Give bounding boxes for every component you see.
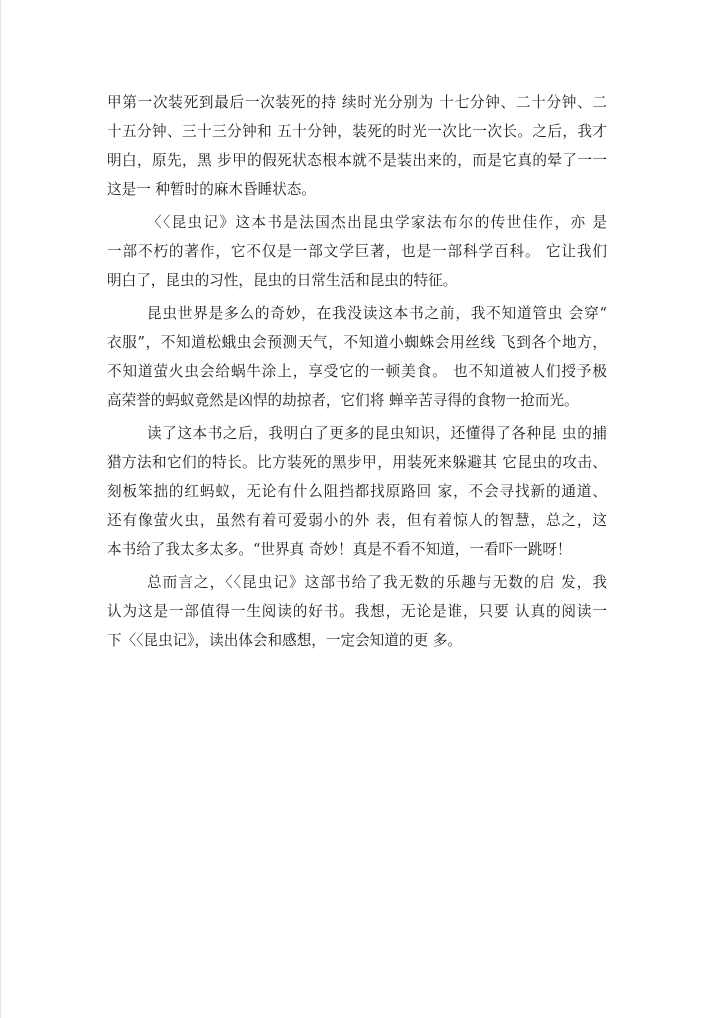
paragraph-3 [107, 299, 607, 415]
text-line: 一部不朽的著作，它不仅是一部文学巨著，也是一部科学百科。 它让我们 [107, 243, 607, 260]
text-line: 高荣誉的蚂蚁竟然是凶悍的劫掠者，它们将 蝉辛苦寻得的食物一抢而光。 [107, 392, 579, 409]
text-line: 甲第一次装死到最后一次装死的持 续时光分别为 十七分钟、二十分钟、二 [107, 94, 607, 111]
text-line: 还有像萤火虫，虽然有着可爱弱小的外 表，但有着惊人的智慧，总之，这 [107, 512, 607, 529]
text-line: 衣服”，不知道松蛾虫会预测天气，不知道小蜘蛛会用丝线 飞到各个地方， [107, 334, 607, 351]
text-line: 下〈〈昆虫记》，读出体会和感想，一定会知道的更 多。 [107, 632, 462, 649]
text-line: 昆虫世界是多么的奇妙，在我没读这本书之前，我不知道管虫 会穿“ [147, 305, 607, 322]
paragraph-5 [107, 568, 607, 655]
text-line: 本书给了我太多太多。“世界真 奇妙！真是不看不知道，一看吓一跳呀！ [107, 541, 572, 558]
paragraph-2 [107, 208, 607, 295]
text-line: 认为这是一部值得一生阅读的好书。我想，无论是谁，只要 认真的阅读一 [107, 603, 607, 620]
text-line: 猎方法和它们的特长。比方装死的黑步甲，用装死来躲避其 它昆虫的攻击、 [107, 454, 607, 471]
text-line: 这是一 种暂时的麻木昏睡状态。 [107, 181, 316, 198]
text-line: 总而言之，〈〈昆虫记》这部书给了我无数的乐趣与无数的启 发，我 [147, 574, 607, 591]
document-body [107, 88, 607, 659]
paragraph-4 [107, 419, 607, 564]
text-line: 明白，原先，黑 步甲的假死状态根本就不是装出来的，而是它真的晕了一一 [107, 152, 607, 169]
text-line: 读了这本书之后，我明白了更多的昆虫知识，还懂得了各种昆 虫的捕 [147, 425, 607, 442]
text-line: 十五分钟、三十三分钟和 五十分钟，装死的时光一次比一次长。之后，我才 [107, 123, 607, 140]
paragraph-1 [107, 88, 607, 204]
text-line: 〈〈昆虫记》这本书是法国杰出昆虫学家法布尔的传世佳作，亦 是 [147, 214, 607, 231]
text-line: 刻板笨拙的红蚂蚁，无论有什么阻挡都找原路回 家，不会寻找新的通道、 [107, 483, 607, 500]
text-line: 不知道萤火虫会给蜗牛涂上，享受它的一顿美食。 也不知道被人们授予极 [107, 363, 607, 380]
text-line: 明白了，昆虫的习性，昆虫的日常生活和昆虫的特征。 [107, 272, 458, 289]
